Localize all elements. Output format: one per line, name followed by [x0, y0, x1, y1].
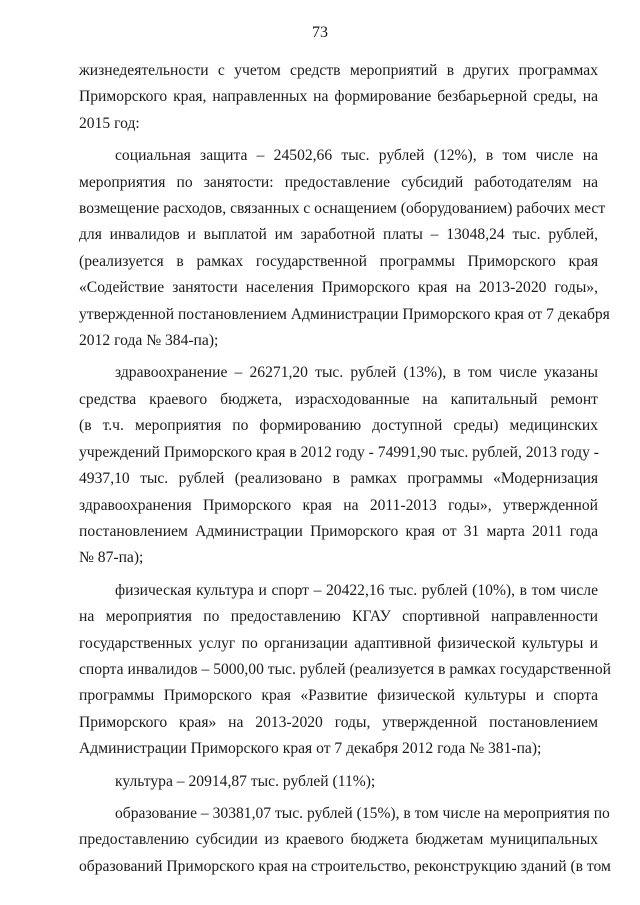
paragraph-healthcare [79, 360, 598, 571]
text-line: (реализуется в рамках государственной программы Приморского края [79, 252, 598, 270]
text-line: Приморского края» на 2013-2020 годы, утвержденной постановлением [79, 713, 598, 731]
text-line: утвержденной постановлением Администрации Приморского края от 7 декабря [79, 305, 610, 323]
text-line: предоставлению субсидии из краевого бюджета бюджетам муниципальных [79, 831, 598, 849]
document-body [79, 58, 612, 880]
text-line: спорта инвалидов – 5000,00 тыс. рублей (реализуется в рамках государственной [79, 660, 612, 678]
text-line: социальная защита – 24502,66 тыс. рублей (12%), в том числе на [115, 147, 598, 165]
paragraph-education [79, 801, 611, 880]
text-line: жизнедеятельности с учетом средств мероприятий в других программах [79, 62, 598, 79]
text-line: 2012 года № 384-па); [79, 332, 219, 350]
text-line: для инвалидов и выплатой им заработной платы – 13048,24 тыс. рублей, [79, 226, 598, 244]
text-line: мероприятия по занятости: предоставление субсидий работодателям на [79, 173, 598, 191]
text-line: программы Приморского края «Развитие физической культуры и спорта [79, 687, 598, 705]
text-line: 2015 год: [79, 114, 140, 132]
text-line: (в т.ч. мероприятия по формированию доступной среды) медицинских [79, 417, 598, 435]
text-line: № 87-па); [79, 549, 144, 567]
text-line: здравоохранение – 26271,20 тыс. рублей (13%), в том числе указаны [115, 364, 598, 382]
text-line: постановлением Администрации Приморского края от 31 марта 2011 года [79, 522, 598, 540]
text-line: здравоохранения Приморского края на 2011-2013 годы», утвержденной [79, 496, 598, 514]
text-line: средства краевого бюджета, израсходованные на капитальный ремонт [79, 390, 598, 408]
text-line: 4937,10 тыс. рублей (реализовано в рамках программы «Модернизация [79, 470, 598, 488]
text-line: образование – 30381,07 тыс. рублей (15%), в том числе на мероприятия по [115, 804, 610, 822]
text-line: физическая культура и спорт – 20422,16 тыс. рублей (10%), в том числе [115, 581, 598, 599]
text-line: учреждений Приморского края в 2012 году - 74991,90 тыс. рублей, 2013 году - [79, 443, 599, 461]
text-line: Приморского края, направленных на формирование безбарьерной среды, на [79, 88, 598, 106]
paragraph-social-protection [79, 143, 610, 354]
text-line: культура – 20914,87 тыс. рублей (11%); [115, 772, 376, 790]
paragraph-sport [79, 578, 612, 763]
text-line: Администрации Приморского края от 7 декабря 2012 года № 381-па); [79, 740, 542, 758]
text-line: «Содействие занятости населения Приморского края на 2013-2020 годы», [79, 279, 598, 297]
page-number: 73 [312, 24, 328, 41]
text-line: на мероприятия по предоставлению КГАУ спортивной направленности [79, 608, 598, 626]
text-line: возмещение расходов, связанных с оснащением (оборудованием) рабочих мест [79, 200, 606, 218]
paragraph-intro-continuation [79, 58, 598, 137]
text-line: образований Приморского края на строительство, реконструкцию зданий (в том [79, 857, 611, 875]
text-line: государственных услуг по организации адаптивной физической культуры и [79, 634, 598, 652]
paragraph-culture [79, 769, 598, 795]
